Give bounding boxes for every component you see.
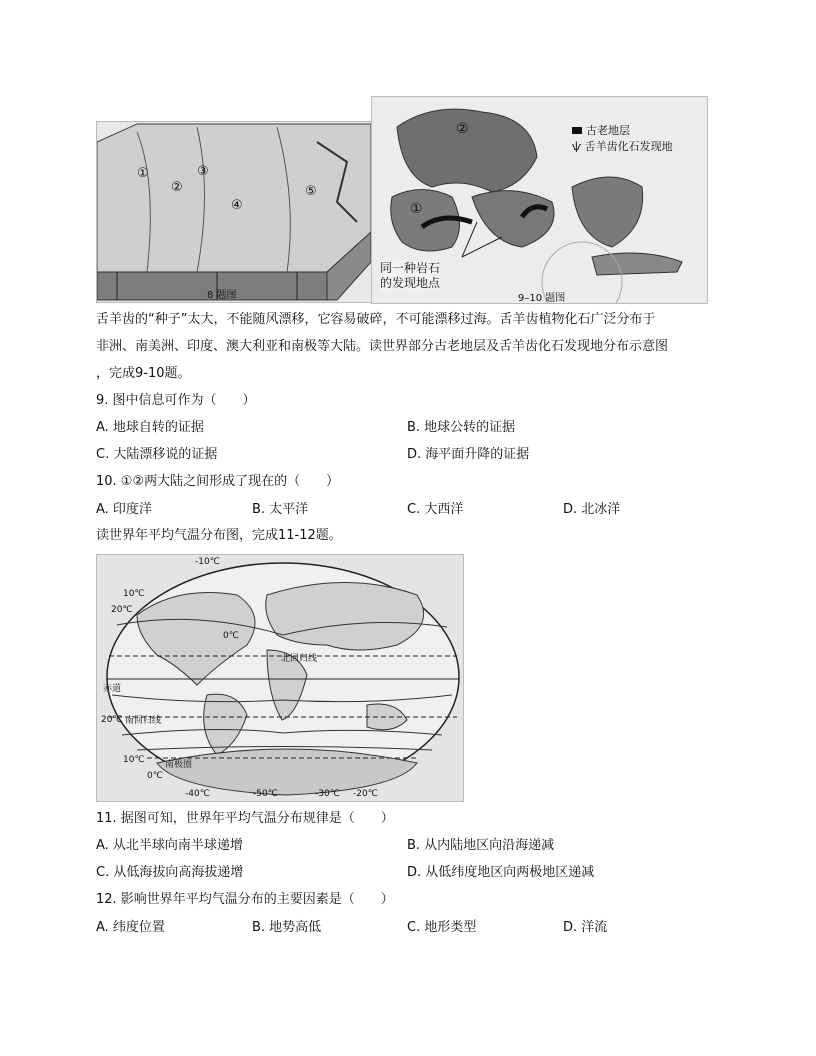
q12-stem: 12. 影响世界年平均气温分布的主要因素是（ ） <box>96 892 394 907</box>
isotherm-20-south: 20℃ <box>101 715 123 725</box>
label-2: ② <box>171 180 183 195</box>
q10-stem: 10. ①②两大陆之间形成了现在的（ ） <box>96 474 340 489</box>
rock-note <box>380 261 440 291</box>
figure-8-caption: 8 题图 <box>207 290 237 301</box>
figure-9-10-continent-map <box>371 96 708 304</box>
isotherm-10-left: 10℃ <box>123 589 145 599</box>
equator-label: 赤道 <box>103 684 122 694</box>
q9-stem: 9. 图中信息可作为（ ） <box>96 393 256 408</box>
q10-option-a[interactable]: A. 印度洋 <box>96 502 152 517</box>
q11-stem: 11. 据图可知，世界年平均气温分布规律是（ ） <box>96 811 394 826</box>
q12-option-c[interactable]: C. 地形类型 <box>407 920 477 935</box>
passage-line1: 舌羊齿的“种子”太大，不能随风漂移，它容易破碎，不可能漂移过海。舌羊齿植物化石广泛分布于 <box>96 312 656 327</box>
figure-9-10-caption: 9–10 题图 <box>518 293 566 304</box>
passage-line2: 非洲、南美洲、印度、澳大利亚和南极等大陆。读世界部分古老地层及舌羊齿化石发现地分布示意图 <box>96 339 669 354</box>
q12-option-d[interactable]: D. 洋流 <box>563 920 608 935</box>
isotherm-10-south: 10℃ <box>123 755 145 765</box>
world-map-drawing <box>97 555 463 801</box>
rock-note-line2: 的发现地点 <box>380 276 441 290</box>
map-legend <box>572 123 673 155</box>
legend-old-strata: 古老地层 <box>572 123 673 139</box>
q9-option-b[interactable]: B. 地球公转的证据 <box>407 420 516 435</box>
isotherm-m30-bottom: -30℃ <box>315 789 340 799</box>
isotherm-m40-bottom: -40℃ <box>185 789 210 799</box>
intro-11-12: 读世界年平均气温分布图，完成11-12题。 <box>96 528 342 543</box>
label-4: ④ <box>231 198 243 213</box>
q9-option-a[interactable]: A. 地球自转的证据 <box>96 420 204 435</box>
legend-fossil: ѱ 舌羊齿化石发现地 <box>572 140 673 153</box>
q11-option-d[interactable]: D. 从低纬度地区向两极地区递减 <box>407 865 595 880</box>
old-strata-swatch <box>572 127 582 134</box>
antarctic-circle-label: 南极圈 <box>165 760 193 770</box>
tropic-of-cancer-label: 北回归线 <box>281 654 318 664</box>
q11-option-b[interactable]: B. 从内陆地区向沿海递减 <box>407 838 555 853</box>
figure-8-block-diagram <box>96 121 372 303</box>
label-3: ③ <box>197 164 209 179</box>
tropic-of-capricorn-label: 南回归线 <box>125 716 162 726</box>
isotherm-0-south: 0℃ <box>147 771 163 781</box>
q9-option-d[interactable]: D. 海平面升降的证据 <box>407 447 530 462</box>
q11-option-c[interactable]: C. 从低海拔向高海拔递增 <box>96 865 244 880</box>
label-continent-1: ① <box>410 201 423 217</box>
passage-line3: ，完成9-10题。 <box>96 366 191 381</box>
q11-option-a[interactable]: A. 从北半球向南半球递增 <box>96 838 243 853</box>
q10-option-b[interactable]: B. 太平洋 <box>252 502 309 517</box>
q12-option-b[interactable]: B. 地势高低 <box>252 920 322 935</box>
label-1: ① <box>137 166 149 181</box>
fossil-icon: ѱ <box>572 140 582 153</box>
q10-option-c[interactable]: C. 大西洋 <box>407 502 464 517</box>
rock-note-line1: 同一种岩石 <box>380 261 441 275</box>
isotherm-m20-bottom: -20℃ <box>353 789 378 799</box>
isotherm-m10-top: -10℃ <box>195 557 220 567</box>
q10-option-d[interactable]: D. 北冰洋 <box>563 502 621 517</box>
q9-option-c[interactable]: C. 大陆漂移说的证据 <box>96 447 218 462</box>
isotherm-m50-bottom: -50℃ <box>253 789 278 799</box>
label-5: ⑤ <box>305 184 317 199</box>
isotherm-20-left: 20℃ <box>111 605 133 615</box>
isotherm-0: 0℃ <box>223 631 239 641</box>
world-temperature-map <box>96 554 464 802</box>
label-continent-2: ② <box>456 121 469 137</box>
q12-option-a[interactable]: A. 纬度位置 <box>96 920 165 935</box>
